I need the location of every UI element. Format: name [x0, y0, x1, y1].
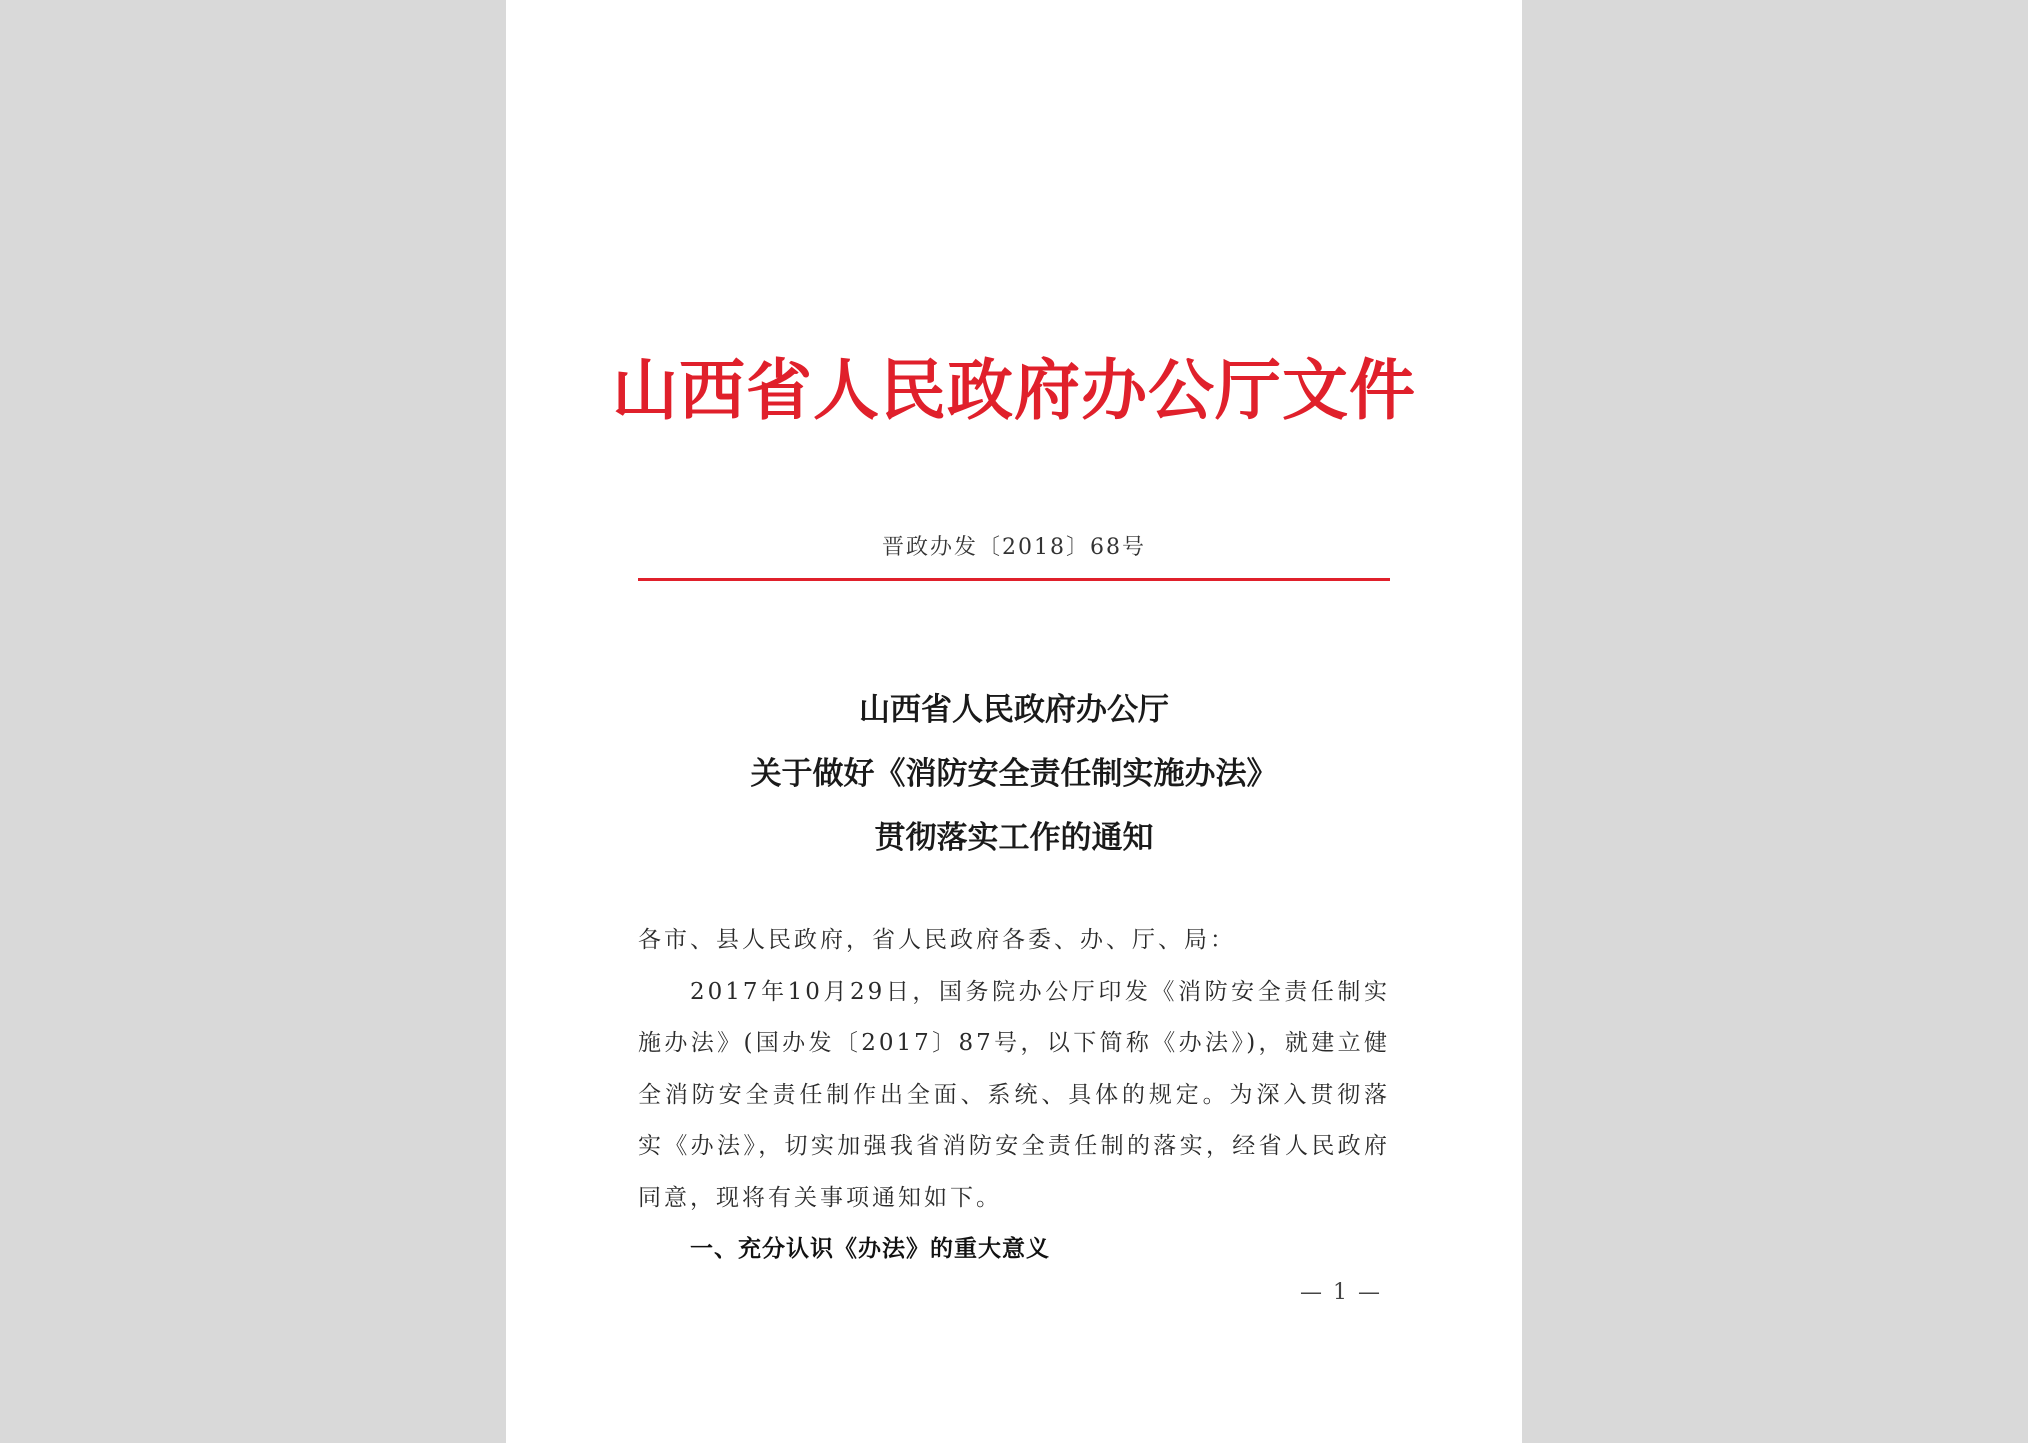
document-body — [638, 915, 1390, 1276]
page-number: — 1 — — [1300, 1280, 1382, 1305]
salutation: 各市、县人民政府，省人民政府各委、办、厅、局： — [638, 927, 1236, 953]
title-line-3: 贯彻落实工作的通知 — [874, 820, 1154, 856]
document-page — [506, 0, 1522, 1443]
body-paragraph-1: 2017年10月29日，国务院办公厅印发《消防安全责任制实施办法》(国办发〔2017〕87号，以下简称《办法》)，就建立健全消防安全责任制作出全面、系统、具体的规定。为深入贯彻落实《办法》，切实加强我省消防安全责任制的落实，经省人民政府同意，现将有关事项通知如下。 — [638, 978, 1390, 1211]
document-masthead: 山西省人民政府办公厅文件 — [612, 351, 1416, 429]
title-line-2: 关于做好《消防安全责任制实施办法》 — [750, 756, 1278, 792]
red-divider-line — [638, 578, 1390, 581]
document-number: 晋政办发〔2018〕68号 — [882, 535, 1146, 560]
section-heading-1: 一、充分认识《办法》的重大意义 — [690, 1236, 1050, 1262]
title-line-1: 山西省人民政府办公厅 — [859, 692, 1169, 728]
document-title — [506, 678, 1522, 870]
